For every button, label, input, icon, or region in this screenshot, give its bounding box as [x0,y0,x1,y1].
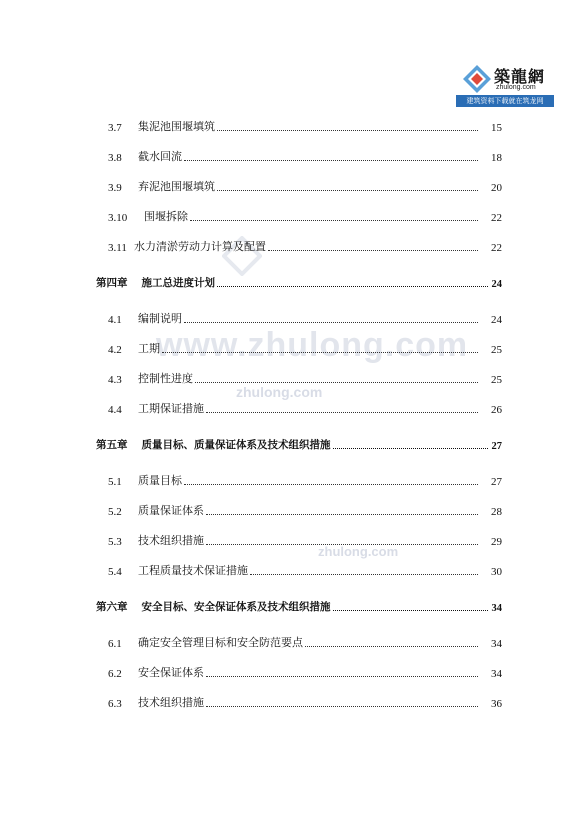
toc-page: 22 [491,242,502,254]
toc-page: 26 [491,404,502,416]
toc-entry[interactable] [96,532,502,548]
logo-tagline: 建筑资料下载就在筑龙网 [456,95,554,107]
toc-entry[interactable] [96,340,502,356]
chapter-title: 安全目标、安全保证体系及技术组织措施 [141,602,331,613]
toc-number: 4.2 [108,344,122,356]
toc-number: 3.7 [108,122,122,134]
toc-leader [217,130,478,131]
toc-title: 弃泥池围堰填筑 [138,181,215,193]
toc-entry[interactable] [96,118,502,134]
toc-number: 3.10 [108,212,128,224]
toc-entry[interactable] [96,502,502,518]
toc-entry[interactable] [96,664,502,680]
toc-entry[interactable] [96,400,502,416]
toc-leader [184,160,478,161]
toc-title: 截水回流 [138,151,182,163]
toc-chapter[interactable] [96,436,502,452]
watermark-lower: zhulong.com [318,544,399,559]
toc-number: 4.4 [108,404,122,416]
toc-title: 围堰拆除 [144,211,188,223]
toc-page: 30 [491,566,502,578]
toc-page: 34 [491,603,502,614]
toc-leader [217,190,478,191]
toc-number: 6.1 [108,638,122,650]
toc-title: 确定安全管理目标和安全防范要点 [138,637,303,649]
logo-diamond-icon [462,64,492,94]
toc-page: 27 [491,441,502,452]
toc-leader [250,574,478,575]
toc-title: 技术组织措施 [138,697,204,709]
toc-page: 36 [491,698,502,710]
logo-brand: 築龍網 [494,67,546,86]
toc-title: 质量保证体系 [138,505,204,517]
toc-leader [206,676,478,677]
toc-number: 5.3 [108,536,122,548]
toc-page: 15 [491,122,502,134]
chapter-label: 第五章 [96,440,128,451]
toc-title: 工期保证措施 [138,403,204,415]
toc-page: 20 [491,182,502,194]
toc-leader [217,286,488,287]
toc-entry[interactable] [96,370,502,386]
toc-page: 34 [491,668,502,680]
toc-entry[interactable] [96,148,502,164]
toc-title: 编制说明 [138,313,182,325]
toc-title: 质量目标 [138,475,182,487]
logo-url: zhulong.com [496,84,536,91]
toc-page: 34 [491,638,502,650]
watermark-large: www.zhulong.com [156,326,469,364]
toc-leader [333,610,489,611]
toc-entry[interactable] [96,310,502,326]
toc-number: 3.11 [108,242,127,254]
toc-title: 工程质量技术保证措施 [138,565,248,577]
toc-number: 5.4 [108,566,122,578]
toc-number: 3.8 [108,152,122,164]
toc-page: 24 [491,279,502,290]
toc-page: 28 [491,506,502,518]
toc-number: 6.3 [108,698,122,710]
chapter-title: 施工总进度计划 [141,278,215,289]
toc-number: 5.1 [108,476,122,488]
chapter-label: 第六章 [96,602,128,613]
toc-page: 22 [491,212,502,224]
toc-leader [206,514,478,515]
toc-number: 6.2 [108,668,122,680]
toc-entry[interactable] [96,208,502,224]
watermark-small: zhulong.com [236,384,323,400]
toc-page: 25 [491,374,502,386]
toc-leader [162,352,478,353]
toc-title: 技术组织措施 [138,535,204,547]
toc-leader [333,448,489,449]
toc-chapter[interactable] [96,598,502,614]
toc-number: 4.1 [108,314,122,326]
toc-entry[interactable] [96,238,502,254]
toc-leader [305,646,478,647]
chapter-title: 质量目标、质量保证体系及技术组织措施 [141,440,331,451]
toc-leader [184,322,478,323]
toc-entry[interactable] [96,634,502,650]
toc-entry[interactable] [96,694,502,710]
toc-page: 29 [491,536,502,548]
toc-page: 27 [491,476,502,488]
toc-leader [184,484,478,485]
toc-page: 25 [491,344,502,356]
toc-entry[interactable] [96,562,502,578]
chapter-label: 第四章 [96,278,128,289]
toc-title: 水力清淤劳动力计算及配置 [134,241,266,253]
toc-entry[interactable] [96,178,502,194]
toc-leader [195,382,478,383]
toc-title: 集泥池围堰填筑 [138,121,215,133]
zhulong-logo [456,62,554,110]
toc-title: 工期 [138,343,160,355]
toc-page: 24 [491,314,502,326]
toc-title: 安全保证体系 [138,667,204,679]
toc-leader [206,706,478,707]
toc-leader [206,544,478,545]
toc-number: 3.9 [108,182,122,194]
toc-chapter[interactable] [96,274,502,290]
toc-leader [206,412,478,413]
toc-number: 5.2 [108,506,122,518]
toc-page: 18 [491,152,502,164]
toc-leader [190,220,478,221]
toc-entry[interactable] [96,472,502,488]
toc-leader [268,250,478,251]
toc-title: 控制性进度 [138,373,193,385]
toc-number: 4.3 [108,374,122,386]
